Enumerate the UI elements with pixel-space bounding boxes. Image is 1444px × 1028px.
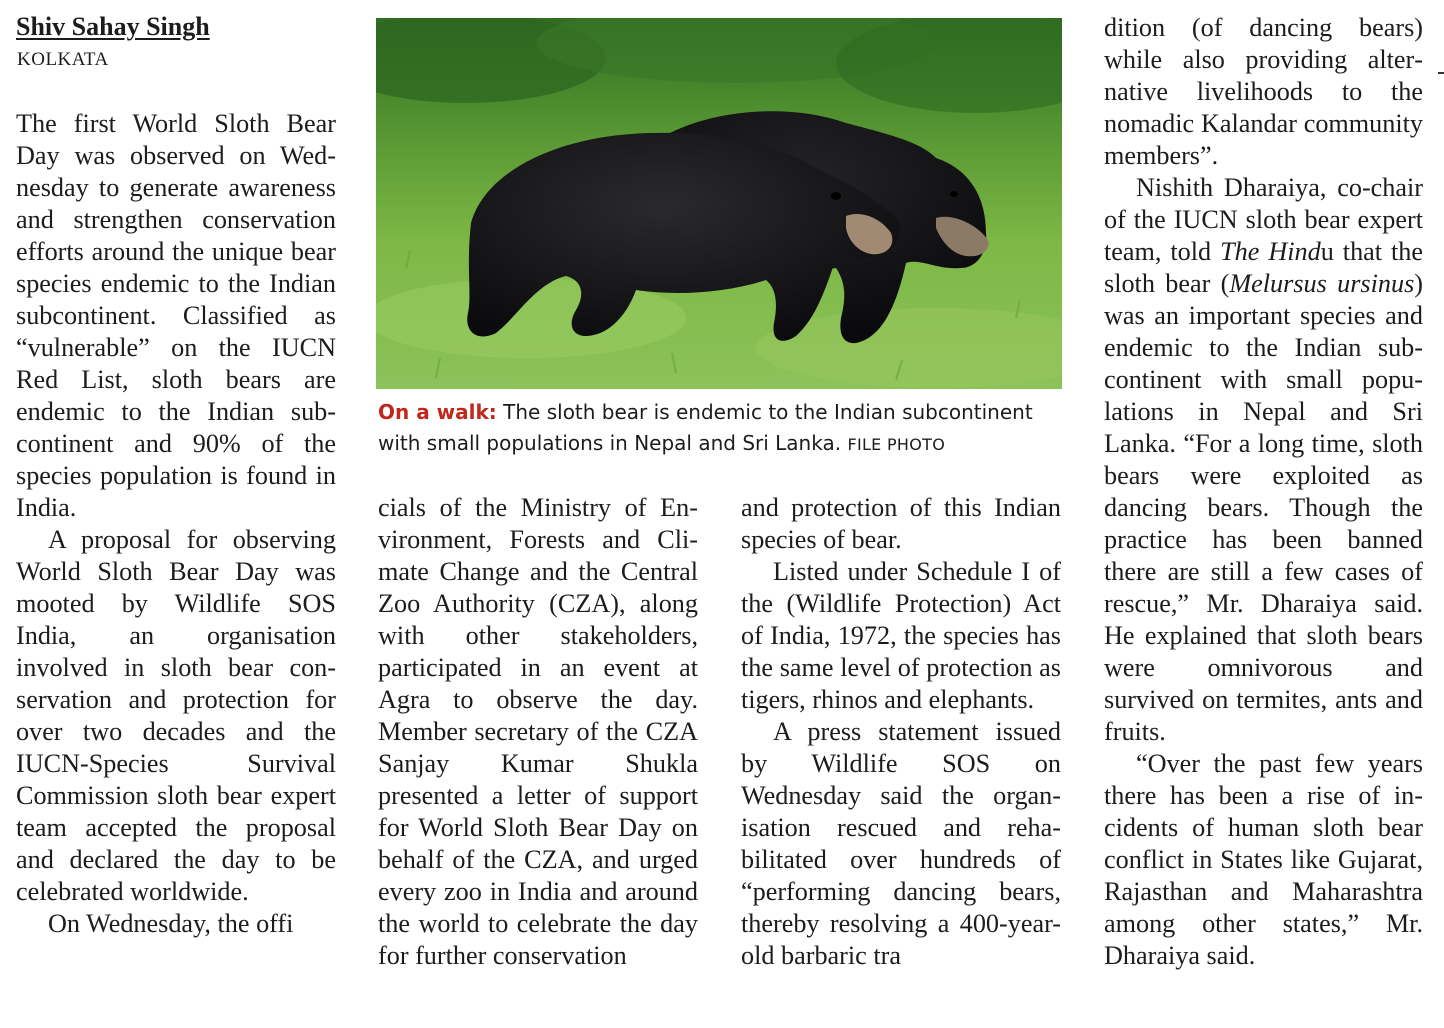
paragraph: Listed under Schedule I of the (Wildlife Protection) Act of India, 1972, the species has the same level of protection as tigers, rhinos and elephants.: [741, 557, 1061, 714]
paragraph: and protection of this Indian species of bear.: [741, 493, 1061, 554]
paragraph-text: Nishith Dharaiya, co-chair of the IUCN sloth bear expert team, told: [1104, 173, 1423, 266]
paragraph-text: u that the sloth bear (: [1104, 237, 1424, 298]
text-column-4: [1104, 12, 1423, 972]
text-column-3: [741, 492, 1061, 972]
paragraph: A proposal for observing World Sloth Bear Day was mooted by Wildlife SOS India, an organisation involved in sloth bear conservation and protection for over two decades and the IUCN-Species Survival Commission sloth bear expert team accepted the proposal and declared the day to be celebrated worldwide.: [16, 525, 336, 906]
scientific-name: Melursus ursinus: [1229, 269, 1415, 298]
paragraph: The first World Sloth Bear Day was observed on Wednesday to generate awareness and strengthen conservation efforts around the unique bear species endemic to the Indian subcontinent. Classified as “vulnerable” on the IUCN Red List, sloth bears are endemic to the Indian subcontinent and 90% of the species population is found in India.: [16, 109, 336, 522]
caption-text: The sloth bear is endemic to the Indian subcontinent with small populations in Nepal and Sri Lanka.: [378, 400, 1033, 455]
paragraph: On Wednesday, the offi: [48, 909, 294, 938]
text-column-2: [378, 492, 698, 972]
photo-illustration: [376, 18, 1062, 389]
paragraph: [1104, 172, 1423, 748]
photo-credit: FILE PHOTO: [847, 435, 946, 454]
byline: Shiv Sahay Singh: [16, 12, 210, 41]
text-column-1: [16, 108, 336, 940]
photo-caption: [378, 397, 1064, 460]
paragraph: dition (of dancing bears) while also providing alternative livelihoods to the nomadic Kalandar community members”.: [1104, 13, 1423, 170]
paragraph-text: ) was an important species and endemic to the Indian subcontinent with small populations in Nepal and Sri Lanka. “For a long time, sloth bears were exploited as dancing bears. Though the practice has been banned there are still a few cases of rescue,” Mr. Dharaiya said. He explained that sloth bears were omnivorous and survived on termites, ants and fruits.: [1104, 269, 1423, 746]
sloth-bear-photo: [376, 18, 1062, 389]
newspaper-name: The Hind: [1220, 237, 1321, 266]
paragraph: “Over the past few years there has been a rise of incidents of human sloth bear conflict in States like Gujarat, Rajasthan and Maharashtra among other states,” Mr. Dharaiya said.: [1104, 749, 1423, 970]
dateline: KOLKATA: [17, 49, 109, 70]
paragraph: A press statement issued by Wildlife SOS on Wednesday said the organisation rescued and rehabilitated over hundreds of “performing dancing bears, thereby resolving a 400-year-old barbaric tra: [741, 717, 1061, 970]
caption-kicker: On a walk:: [378, 400, 497, 424]
column-edge-mark: [1438, 72, 1444, 74]
paragraph: cials of the Ministry of Environment, Forests and Climate Change and the Central Zoo Authority (CZA), along with other stakeholders, participated in an event at Agra to observe the day. Member secretary of the CZA Sanjay Kumar Shukla presented a letter of support for World Sloth Bear Day on behalf of the CZA, and urged every zoo in India and around the world to celebrate the day for further conservation: [378, 493, 698, 970]
